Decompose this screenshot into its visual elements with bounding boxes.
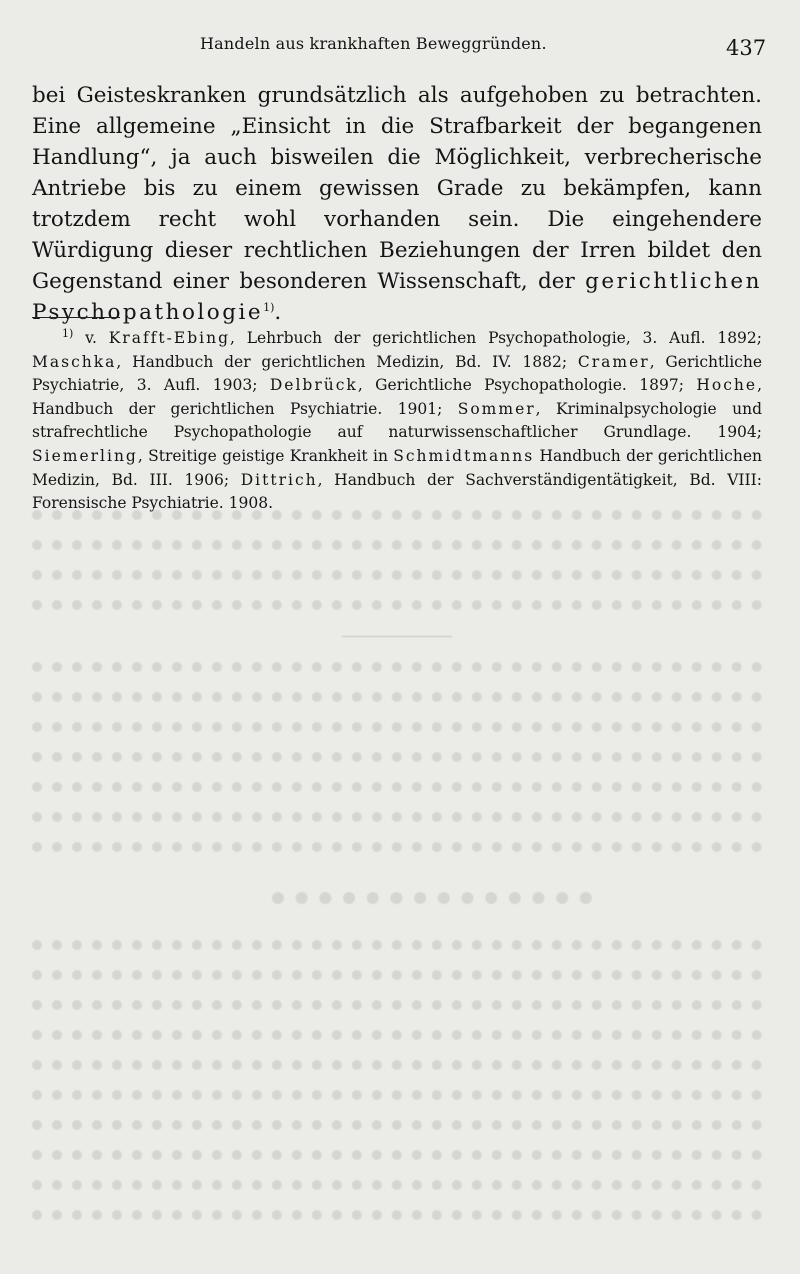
footnote [32,327,762,516]
footnote-text: , Lehrbuch der gerichtlichen Psychopathologie, 3. Aufl. 1892; [230,329,763,347]
footnote-text: , Handbuch der gerichtlichen Psychiatrie. 1901; [32,376,762,418]
footnote-reference: 1) [263,300,275,314]
emphasized-term: gerichtlichen Psychopathologie [32,269,762,325]
footnote-author: Delbrück [269,376,358,395]
footnote-text: Handbuch der gerichtlichen Medizin, Bd. III. 1906; [32,446,762,489]
show-through-from-reverse-page [32,490,762,1250]
footnote-text: , Streitige geistige Krankheit in [137,446,394,465]
footnote-author: Cramer [577,352,650,371]
footnote-author: Schmidtmanns [393,446,535,465]
footnote-author: Sommer [457,399,536,418]
footnote-text: , Gerichtliche Psychopathologie. 1897; [357,376,697,395]
footnote-mark: 1) [62,326,74,340]
footnote-text: , Handbuch der Sachverständigentätigkeit, Bd. VIII: Forensische Psychiatrie. 1908. [32,470,762,513]
paragraph-text: bei Geisteskranken grundsätzlich als aufgehoben zu betrachten. Eine allgemeine „Einsicht in die Strafbarkeit der begangenen Handlung“, ja auch bisweilen die Möglichkeit, verbrecherische Antriebe bis zu einem gewissen Grade zu bekämpfen, kann trotzdem recht wohl vorhanden sein. Die eingehendere Würdigung dieser rechtlichen Beziehungen der Irren bildet den Gegenstand einer besonderen Wissenschaft, der [32,83,762,294]
footnote-author: Hoche [696,376,758,395]
footnote-separator [32,317,120,318]
running-head: Handeln aus krankhaften Beweggründen. [200,34,547,53]
footnote-author: Siemerling [32,446,138,465]
page-number: 437 [726,36,767,60]
main-paragraph [32,80,762,328]
footnote-text: , Handbuch der gerichtlichen Medizin, Bd. IV. 1882; [116,352,578,371]
footnote-text: , Gerichtliche Psychiatrie, 3. Aufl. 1903; [32,352,762,395]
footnote-author: Maschka [32,352,117,371]
footnote-author: Krafft-Ebing [108,329,230,347]
footnote-author: Dittrich [240,470,318,489]
footnote-text: v. [73,329,109,347]
paragraph-end: . [274,300,282,325]
footnote-text: , Kriminalpsychologie und strafrechtliche Psychopathologie auf naturwissenschaftlicher Grundlage. 1904; [32,399,762,442]
page-header [0,34,800,64]
